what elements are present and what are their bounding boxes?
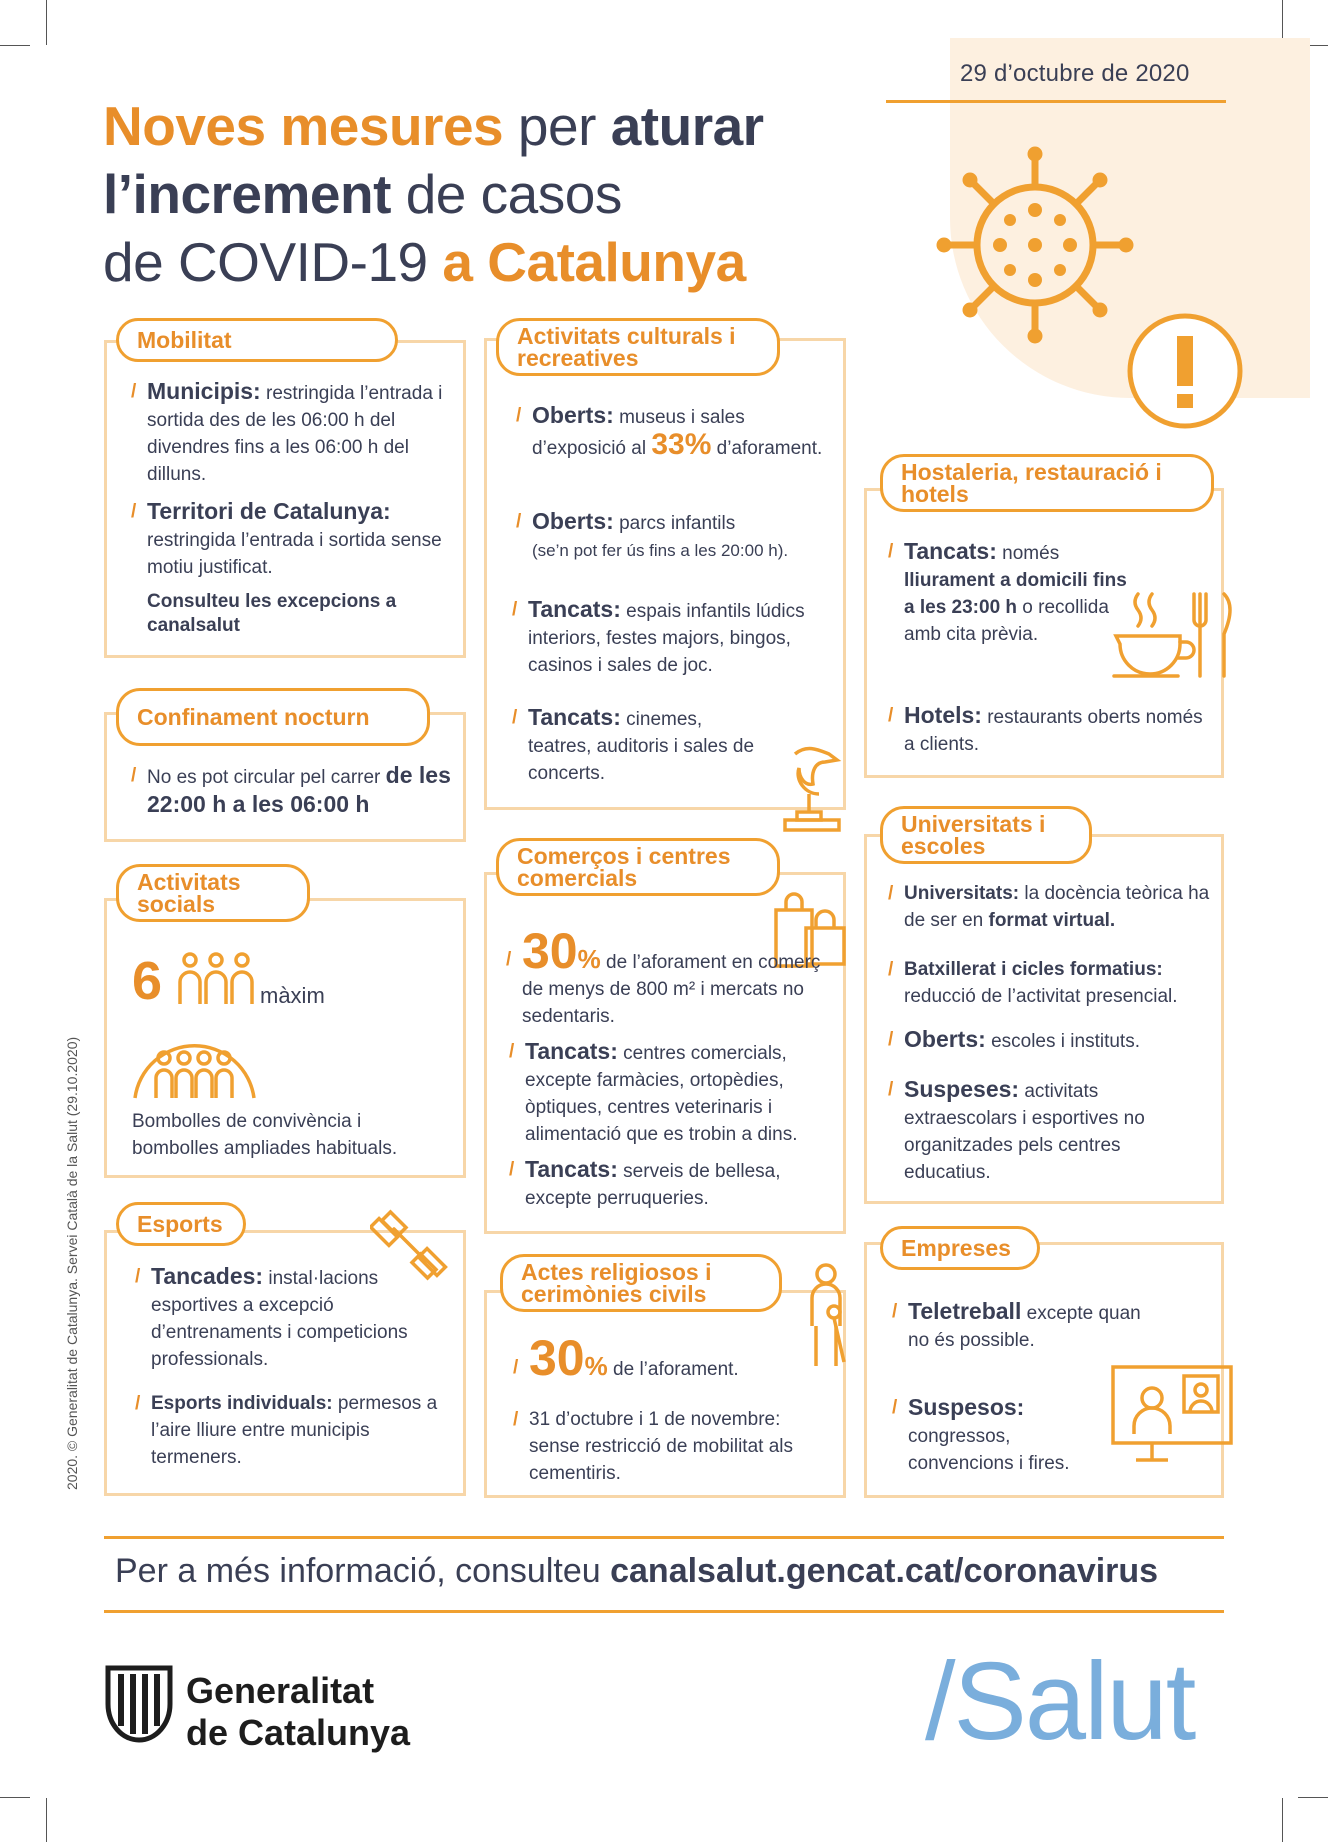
universitats-item-escoles: / Oberts: escoles i instituts. [888,1026,1140,1052]
page-title: Noves mesures per aturar l’increment de casos de COVID-19 a Catalunya [103,95,764,293]
crop-mark [1282,1798,1283,1842]
culturals-item-espais: / Tancats: espais infantils lúdics interiors, festes majors, bingos, casinos i sales de joc. [512,596,805,676]
sculpture-icon [775,740,845,832]
esports-item-tancades: / Tancades: instal·lacions esportives a excepció d’entrenaments i competicions professionals. [135,1263,408,1370]
crop-mark [1298,1797,1328,1798]
hostaleria-item-tancats: / Tancats: només lliurament a domicili fins a les 23:00 h o recollida amb cita prèvia. [888,538,1127,645]
esports-item-individuals: / Esports individuals: permesos a l’aire lliure entre municipis termeners. [135,1393,438,1468]
empreses-tag: Empreses [880,1226,1040,1270]
people-group-icon [178,950,256,1006]
comercos-item-bellesa: / Tancats: serveis de bellesa, excepte perruqueries. [509,1156,781,1209]
empreses-item-suspesos: / Suspesos: congressos, convencions i fires. [892,1394,1070,1474]
comercos-item-aforament: / 30% de l’aforament en comerç de menys de 800 m² i mercats no sedentaris. [506,923,821,1027]
hostaleria-tag: Hostaleria, restauració i hotels [880,454,1214,512]
universitats-tag: Universitats i escoles [880,806,1092,864]
confinament-tag: Confinament nocturn [116,688,430,746]
culturals-item-cinemes: / Tancats: cinemes, teatres, auditoris i sales de concerts. [512,704,755,784]
footer-info: Per a més informació, consulteu canalsalut.gencat.cat/coronavirus [115,1552,1159,1590]
footer-url-link[interactable]: canalsalut.gencat.cat/coronavirus [610,1552,1159,1590]
crop-mark [46,0,47,45]
socials-max-label: màxim [260,983,325,1008]
universitats-item-extraescolars: / Suspeses: activitats extraescolars i esportives no organitzades pels centres educatius. [888,1076,1145,1183]
religiosos-item-cementiris: / 31 d’octubre i 1 de novembre: sense restricció de mobilitat als cementiris. [513,1409,793,1484]
mobilitat-item-municipis: / Municipis: restringida l’entrada i sortida des de les 06:00 h del divendres fins a les 06:00 h del dilluns. [131,378,443,485]
comercos-item-centres: / Tancats: centres comercials, excepte farmàcies, ortopèdies, òptiques, centres veterinaris i alimentació que es trobin a dins. [509,1038,798,1145]
generalitat-name: Generalitat de Catalunya [186,1670,411,1753]
publication-date: 29 d’octubre de 2020 [960,60,1190,87]
religiosos-item-aforament: / 30% de l’aforament. [513,1330,739,1386]
footer-divider-top [104,1536,1224,1539]
socials-text: Bombolles de convivència i bombolles ampliades habituals. [132,1111,398,1159]
hostaleria-item-hotels: / Hotels: restaurants oberts només a clients. [888,702,1203,755]
generalitat-logo-icon [104,1664,174,1744]
universitats-item-batxillerat: / Batxillerat i cicles formatius: reducció de l’activitat presencial. [888,959,1178,1007]
mobilitat-tag: Mobilitat [116,318,398,362]
crop-mark [46,1798,47,1842]
crop-mark [0,45,30,46]
cup-cutlery-icon [1108,590,1238,680]
crop-mark [0,1797,30,1798]
esports-tag: Esports [116,1202,246,1246]
salut-brand: /Salut [925,1640,1195,1763]
footer-divider-bottom [104,1610,1224,1613]
mobilitat-item-territori: / Territori de Catalunya: restringida l’entrada i sortida sense motiu justificat. [131,498,442,578]
date-divider [886,100,1226,103]
culturals-tag: Activitats culturals i recreatives [496,318,780,376]
virus-icon [930,140,1140,350]
socials-tag: Activitats socials [116,864,310,922]
warning-icon [1126,312,1244,430]
universitats-item-docencia: / Universitats: la docència teòrica ha de ser en format virtual. [888,883,1210,931]
bubble-group-icon [132,1030,257,1100]
copyright-credit: 2020. © Generalitat de Catalunya. Servei Català de la Salut (29.10.2020) [64,1036,80,1490]
culturals-item-museus: / Oberts: museus i sales d’exposició al 33% d’aforament. [516,402,823,461]
religiosos-tag: Actes religiosos i cerimònies civils [500,1254,782,1312]
culturals-item-parcs: / Oberts: parcs infantils (se’n pot fer ús fins a les 20:00 h). [516,508,789,560]
comercos-tag: Comerços i centres comercials [496,838,780,896]
socials-max-number: 6 [132,951,163,1011]
confinament-item: / No es pot circular pel carrer de les 22:00 h a les 06:00 h [131,762,451,817]
video-call-icon [1110,1364,1236,1464]
mobilitat-note: Consulteu les excepcions a canalsalut [147,591,397,636]
empreses-item-teletreball: / Teletreball excepte quan no és possible. [892,1298,1141,1351]
